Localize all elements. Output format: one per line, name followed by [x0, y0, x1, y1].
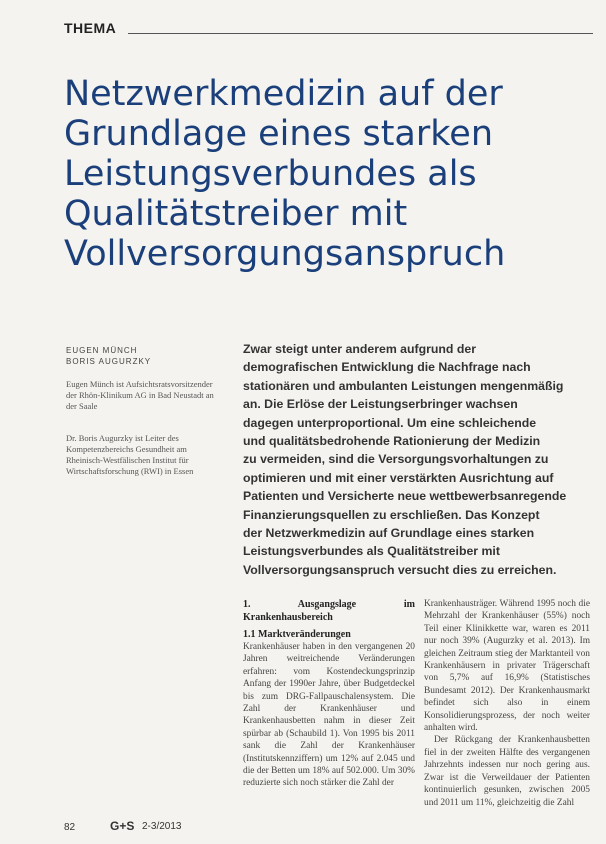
lead-line: an. Die Erlöse der Leistungserbringer wachsen: [243, 397, 518, 412]
section-heading: 1. Ausgangslage im Krankenhausbereich: [243, 599, 415, 623]
lead-line: und qualitätsbedrohende Rationierung der Medizin: [243, 434, 541, 449]
section-label: THEMA: [64, 20, 117, 36]
lead-line: Finanzierungsquellen zu erschließen. Das Konzept: [243, 507, 540, 522]
author-list: [66, 345, 216, 367]
body-paragraph: Krankenhausträger. Während 1995 noch die Mehrzahl der Krankenhäuser (55%) noch Teil einer Klinikkette war, waren es 2011 nur noch 39% (Augurzky et al. 2013). Im gleichen Zeitraum stieg der Marktanteil von Krankenhäusern in privater Trägerschaft von 5,7% auf 16,9% (Statistisches Bundesamt 2012). Der Krankenhausmarkt befindet sich also in einem Konsolidierungsprozess, der noch weiter anhalten wird.: [424, 599, 590, 734]
title-line: Qualitätstreiber mit: [64, 194, 408, 234]
journal-logo: G+S: [110, 819, 135, 833]
body-paragraph: Krankenhäuser haben in den vergangenen 20 Jahren weitreichende Veränderungen erfahren: vom Kostendeckungsprinzip Anfang der 1990er Jahre, über Budgetdeckel bis zum DRG-Fallpauschalensystem. Die Zahl der Krankenhäuser und Krankenhausbetten nahm in dieser Zeit spürbar ab (Schaubild 1). Von 1995 bis 2011 sank die Zahl der Krankenhäuser (Institutskennziffern) um 12% auf 2.045 und die der Betten um 18% auf 502.000. Um 30% reduzierte sich noch stärker die Zahl der: [243, 642, 415, 789]
lead-line: der Netzwerkmedizin auf Grundlage eines starken: [243, 526, 535, 541]
lead-line: Zwar steigt unter anderem aufgrund der: [243, 342, 476, 356]
title-line: Vollversorgungsanspruch: [64, 234, 506, 274]
title-line: Grundlage eines starken: [64, 114, 494, 154]
lead-line: Patienten und Versicherte neue wettbewerbsanregende: [243, 489, 567, 504]
page-number: 82: [64, 822, 76, 833]
lead-line: demografischen Entwicklung die Nachfrage nach: [243, 360, 531, 375]
section-rule: [128, 33, 593, 34]
lead-line: zu vermeiden, sind die Versorgungsvorhaltungen zu: [243, 452, 549, 467]
lead-line: stationären und ambulanten Leistungen mengenmäßig: [243, 378, 564, 393]
lead-line: Vollversorgungsanspruch versucht dies zu erreichen.: [243, 562, 557, 577]
title-line: Netzwerkmedizin auf der: [64, 74, 503, 114]
lead-paragraph: [243, 340, 588, 579]
body-column-2: [424, 598, 590, 809]
lead-line: Leistungsverbundes als Qualitätstreiber mit: [243, 544, 500, 559]
body-paragraph: Der Rückgang der Krankenhausbetten fiel in der zweiten Hälfte des vergangenen Jahrzehnts indessen nur noch gering aus. Zwar ist die Verweildauer der Patienten kontinuierlich gesunken, zwischen 2005 und 2011 um 11%, gleichzeitig die Zahl: [424, 735, 590, 808]
subsection-heading: 1.1 Marktveränderungen: [243, 629, 351, 640]
article-title: [64, 74, 524, 274]
author-bio: Eugen Münch ist Aufsichtsratsvorsitzender der Rhön-Klinikum AG in Bad Neustadt an der Saale: [66, 379, 214, 411]
author-bio: Dr. Boris Augurzky ist Leiter des Kompetenzbereichs Gesundheit am Rheinisch-Westfälischen Institut für Wirtschaftsforschung (RWI) in Essen: [66, 433, 194, 476]
issue-label: 2-3/2013: [142, 821, 182, 832]
author-name: BORIS AUGURZKY: [66, 357, 152, 366]
lead-line: optimieren und mit einer verstärkten Ausrichtung auf: [243, 470, 554, 485]
lead-line: dagegen unterproportional. Um eine schleichende: [243, 415, 537, 430]
author-name: EUGEN MÜNCH: [66, 346, 138, 355]
title-line: Leistungsverbundes als: [64, 154, 477, 194]
body-column-1: [243, 598, 415, 790]
